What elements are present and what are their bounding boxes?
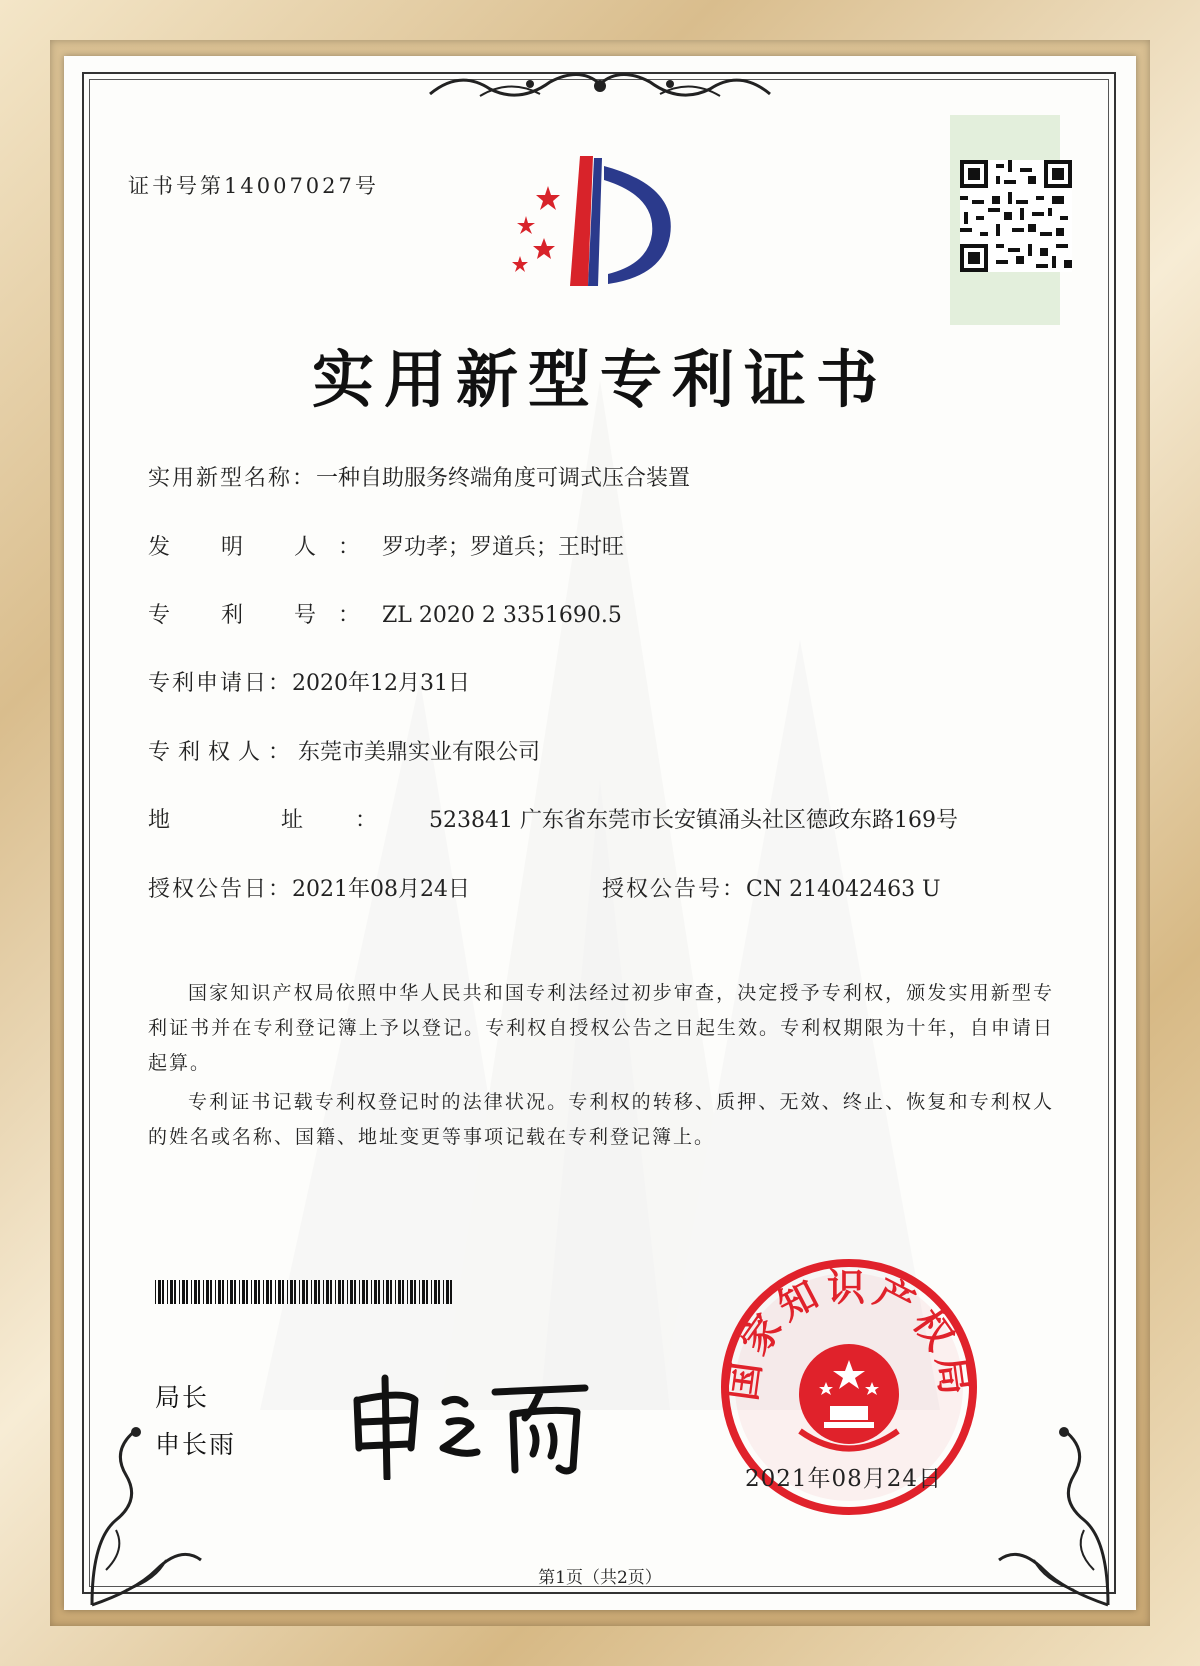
field-grant-date (148, 872, 470, 903)
signature (345, 1370, 605, 1480)
certificate-number: 证书号第14007027号 (128, 174, 379, 198)
field-value: CN 214042463 U (746, 877, 941, 902)
field-patentee (148, 735, 540, 766)
field-value: 东莞市美鼎实业有限公司 (298, 740, 541, 765)
field-label: 专 利 号： (148, 603, 382, 628)
field-grant-number (602, 872, 941, 903)
field-value: 523841 广东省东莞市长安镇涌头社区德政东路169号 (429, 808, 958, 833)
field-label: 授权公告号： (602, 877, 747, 902)
field-filing-date (148, 666, 470, 697)
qr-code[interactable] (960, 160, 1072, 272)
director-name: 申长雨 (155, 1430, 237, 1459)
seal-text: 国家知识产权局 (719, 1264, 979, 1404)
field-address (148, 803, 958, 834)
field-label: 专利权人： (148, 740, 299, 765)
cnipa-logo (508, 156, 688, 296)
seal-date: 2021年08月24日 (745, 1466, 943, 1492)
field-label: 发 明 人： (148, 535, 382, 560)
field-label: 实用新型名称： (148, 466, 317, 491)
notice-paragraph-2: 专利证书记载专利权登记时的法律状况。专利权的转移、质押、无效、终止、恢复和专利权人的姓名或名称、国籍、地址变更等事项记载在专利登记簿上。 (148, 1091, 1054, 1148)
director-title: 局长 (155, 1383, 210, 1412)
top-ornament (420, 64, 780, 104)
field-value: 2020年12月31日 (292, 671, 470, 696)
field-value: ZL 2020 2 3351690.5 (382, 603, 622, 628)
field-label: 地 址： (148, 808, 429, 833)
watermark-mountains (240, 260, 960, 1410)
field-value: 一种自助服务终端角度可调式压合装置 (316, 466, 691, 491)
barcode (155, 1280, 455, 1304)
field-value: 2021年08月24日 (292, 877, 470, 902)
page-indicator: 第1页（共2页） (538, 1568, 662, 1588)
certificate-title: 实用新型专利证书 (311, 343, 888, 416)
notice-paragraph-1: 国家知识产权局依照中华人民共和国专利法经过初步审查，决定授予专利权，颁发实用新型专利证书并在专利登记簿上予以登记。专利权自授权公告之日起生效。专利权期限为十年，自申请日起算。 (148, 982, 1054, 1074)
field-value: 罗功孝；罗道兵；王时旺 (382, 535, 625, 560)
field-utility-model-name (148, 461, 690, 492)
field-label: 授权公告日： (148, 877, 293, 902)
field-patent-number (148, 598, 622, 629)
field-inventor (148, 530, 624, 561)
field-label: 专利申请日： (148, 671, 293, 696)
